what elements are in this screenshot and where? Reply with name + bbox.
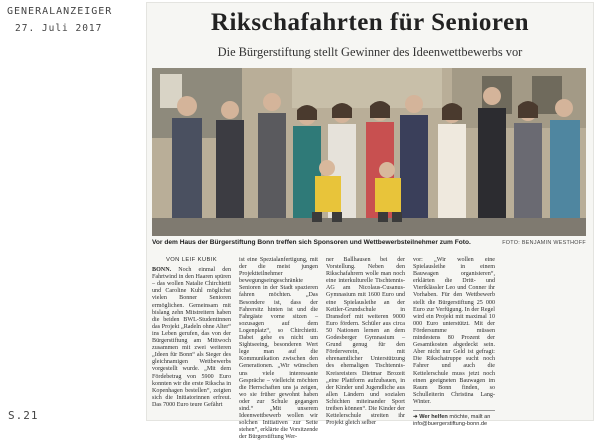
group-photo-illustration <box>152 68 586 236</box>
help-box-title: Wer helfen <box>419 413 448 420</box>
article-headline: Rikschafahrten für Senioren <box>210 9 530 36</box>
newspaper-clipping <box>147 3 593 441</box>
handwritten-date-note: 27. Juli 2017 <box>15 23 103 34</box>
photo-caption: Vor dem Haus der Bürgerstiftung Bonn treffen sich Sponsoren und Wettbewerbsteilnehmer zum Foto. <box>152 239 471 246</box>
handwritten-source-note: GENERALANZEIGER <box>7 6 113 17</box>
help-info-box <box>413 410 495 427</box>
handwritten-page-note: S.21 <box>8 409 39 422</box>
group-photo <box>152 68 586 236</box>
column-3-text: ner Ballhausen bei der Vorstellung. Neben den Rikschafahrern wolle man noch eine interkulturelle Tischtennis-AG am Nicolaus-Cusanus-Gymnasium mit 1600 Euro und eine Spielausleihe an der Kettler-Grundschule in Dransdorf mit weiteren 9000 Euro fördern. Schüler aus circa 50 Nationen lernen an dem Godesberger Gymnasium – Grund genug für den Förderverein, mit ehrenamtlicher Unterstützung des ehemaligen Tischtennis-Kreisreisters Dietmar Brozeit „eine Plattform aufzubauen, in der Kinder und Jugendliche aus allen Ländern und sozialen Schichten miteinander Sport treiben können“. Die Kinder der Kettelerschule streiten ihr Projekt gleich selber <box>326 257 405 427</box>
help-box-text: möchte, mailt an info@buergerstiftung-bonn.de <box>413 413 491 427</box>
dateline: BONN. <box>152 267 172 274</box>
article-subheadline: Die Bürgerstiftung stellt Gewinner des Ideenwettbewerbs vor <box>217 45 523 59</box>
arrow-icon: ➜ <box>413 413 418 420</box>
column-2-text: ist eine Spezialanfertigung, mit der die meist jungen Projektteilnehmer bewegungseingeschränkte Senioren in der Stadt spazieren fahren möchten. „Das Besondere ist, dass der Fahrersitz hinten ist und die Fahrgäste vorne sitzen – sozusagen auf dem Logenplatz“, so Chirchietti. Dabei gehe es nicht um Sightseeing, besonderen Wert lege man auf die Kommunikation zwischen den Generationen. „Wir wünschen uns viele interessante Gespräche – vielleicht möchten die Herrschaften uns ja zeigen, wo sie früher gewohnt haben oder zur Schule gegangen sind.“ „Mit unserem Ideenwettbewerb wollen wir solchen Initiativen zur Seite stehen“, erklärte die Vorsitzende der Bürgerstiftung Wer- <box>239 257 318 441</box>
article-column-3 <box>326 257 405 427</box>
column-4-text: vor: „Wir wollen eine Spielausleihe in einem Bauwagen organisieren“, erklärten die Dritt- und Viertklässler Leo und Conner ihr Vorhaben. Für den Wettbewerb stellt die Bürgerstiftung 25 000 Euro zur Verfügung. In der Regel wird ein Projekt mit maximal 10 000 Euro unterstützt. Mit der Fördersumme müssen mindestens 80 Prozent der Gesamtkosten abgedeckt sein. Aber nicht nur Geld ist gefragt: Die Rikschatruppe sucht noch Fahrer und auch die Kettelerschule muss jetzt noch einen geeigneten Bauwagen im Raum Bonn finden, so Schulleiterin Christina Lang-Winter. <box>413 257 495 405</box>
article-column-2 <box>239 257 318 441</box>
photo-credit: FOTO: BENJAMIN WESTHOFF <box>502 240 586 246</box>
article-column-4 <box>413 257 495 427</box>
article-column-1 <box>152 257 231 417</box>
column-1-text: Noch einmal den Fahrtwind in den Haaren spüren – das wollen Natalie Chirchietti und Caroline Kuhl möglichst vielen Bonner Senioren ermöglichen. Gemeinsam mit bislang zehn Mitstreitern haben die beiden BWL-Studentinnen das Projekt „Radeln ohne Alter“ ins Leben gerufen, das von der Bürgerstiftung am Mittwoch zusammen mit zwei weiteren „Ideen für Bonn“ als Sieger des gleichnamigen Wettbewerbs vorgestellt wurde. „Mit dem Fördebetrag von 5900 Euro konnten wir die erste Rikscha in Kopenhagen bestellen“, zeigten sich die Initiatorinnen erfreut. Das 7000 Euro teure Gefährt <box>152 267 231 408</box>
byline: VON LEIF KUBIK <box>165 257 218 263</box>
